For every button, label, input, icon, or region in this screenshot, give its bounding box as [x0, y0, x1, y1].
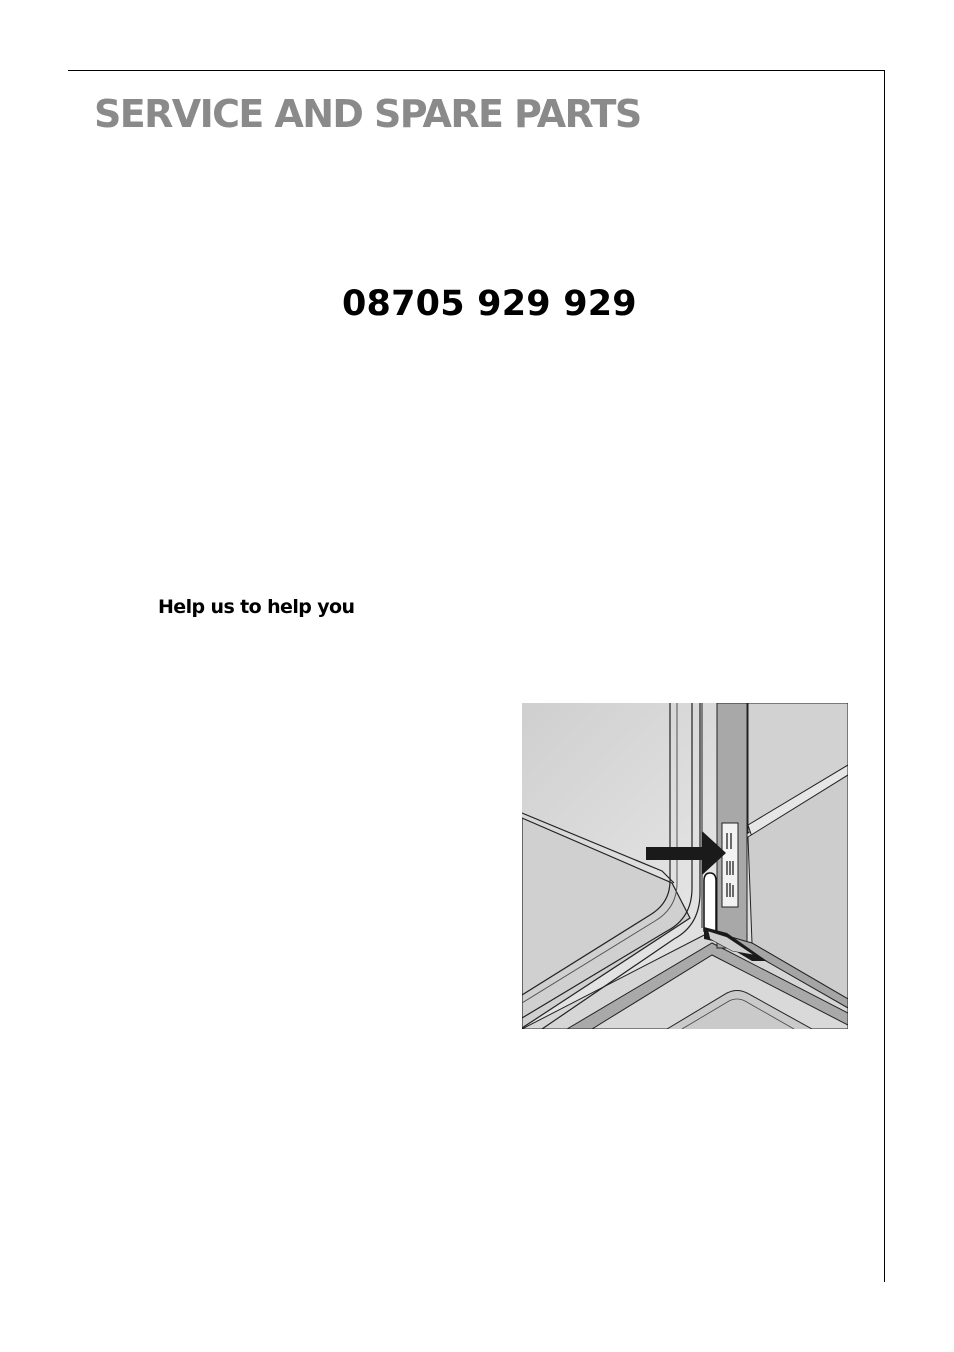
rating-plate-illustration — [522, 703, 848, 1029]
right-rule — [884, 70, 885, 1282]
top-rule — [68, 70, 885, 71]
rating-plate-location-icon — [522, 703, 848, 1029]
service-phone-number: 08705 929 929 — [342, 284, 637, 324]
help-heading: Help us to help you — [158, 596, 355, 618]
page-title: SERVICE AND SPARE PARTS — [94, 92, 641, 136]
